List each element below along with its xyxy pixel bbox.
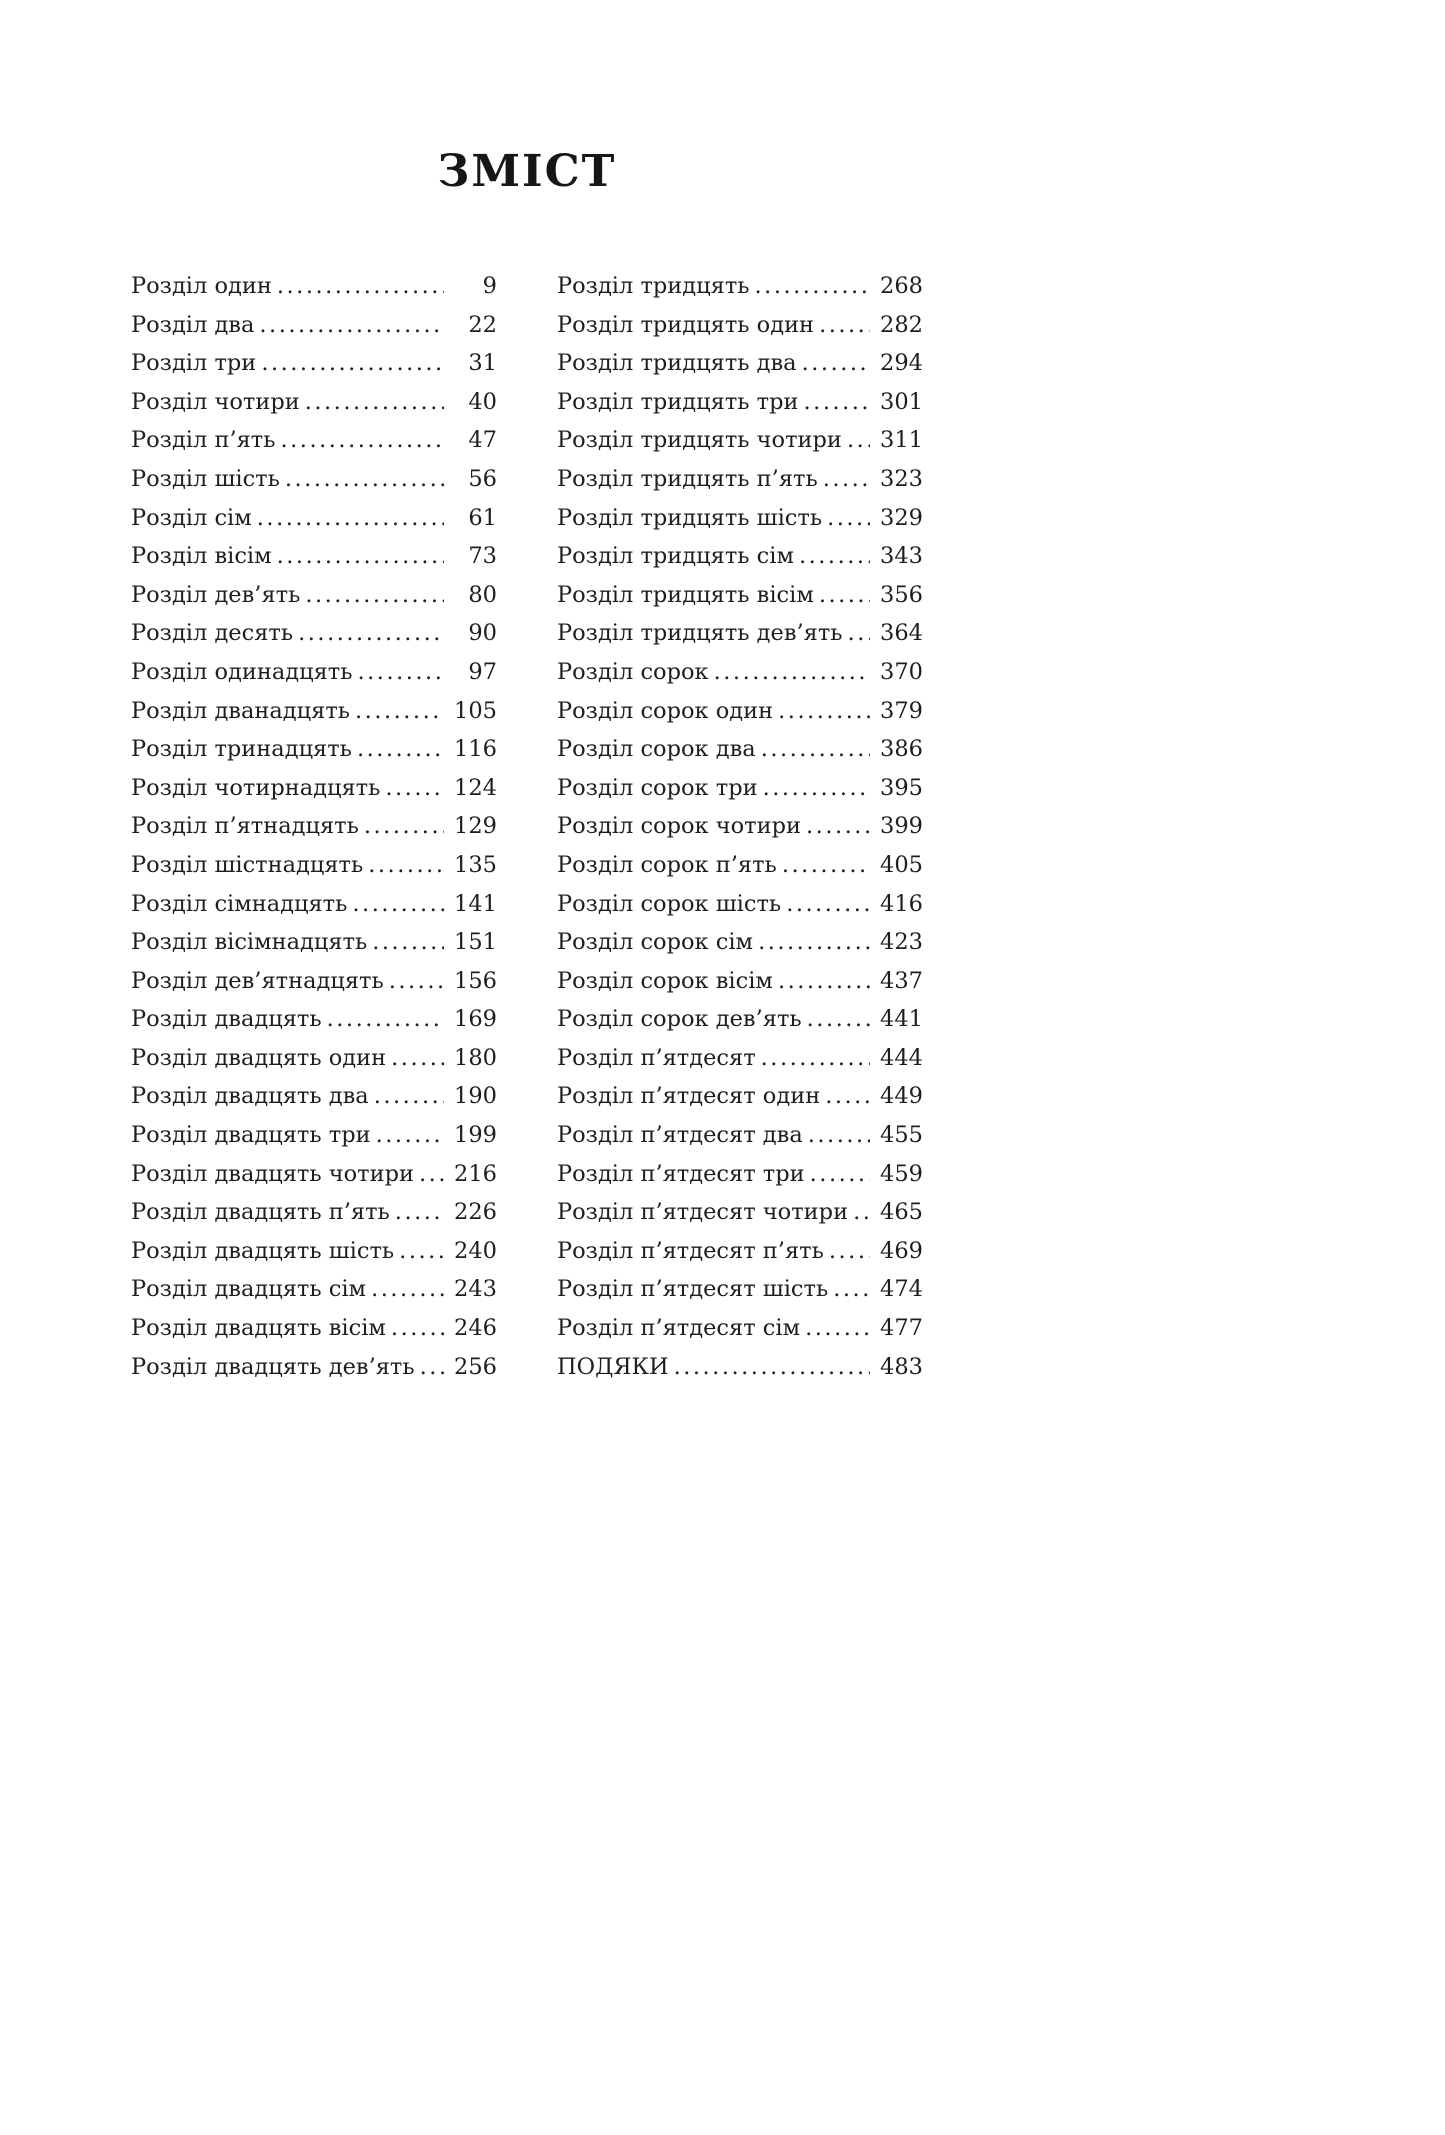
- toc-entry: [557, 962, 923, 1001]
- toc-entry: [131, 1270, 497, 1309]
- page-number: 40: [468, 388, 497, 415]
- dot-leader: [285, 460, 444, 499]
- dot-leader: [399, 1232, 444, 1271]
- toc-entry: [557, 383, 923, 422]
- page-number: 156: [454, 967, 497, 994]
- chapter-title: Розділ двадцять сім: [131, 1276, 367, 1303]
- toc-entry: [131, 885, 497, 924]
- dot-leader: [372, 923, 444, 962]
- dot-leader: [277, 267, 444, 306]
- chapter-title: Розділ дев’ятнадцять: [131, 967, 384, 994]
- toc-entry: [557, 1232, 923, 1271]
- toc-entry: [131, 1348, 497, 1387]
- toc-entry: [557, 1116, 923, 1155]
- page-number: 256: [454, 1353, 497, 1380]
- dot-leader: [376, 1116, 444, 1155]
- dot-leader: [281, 421, 445, 460]
- toc-column-left: [131, 267, 497, 1386]
- page-number: 80: [468, 581, 497, 608]
- page-number: 364: [880, 620, 923, 647]
- dot-leader: [674, 1348, 870, 1387]
- page-number: 379: [880, 697, 923, 724]
- toc-entry: [557, 923, 923, 962]
- toc-columns: [131, 267, 923, 1386]
- dot-leader: [714, 653, 870, 692]
- dot-leader: [391, 1039, 444, 1078]
- dot-leader: [825, 1077, 870, 1116]
- page-number: 116: [454, 736, 497, 763]
- toc-entry: [557, 1155, 923, 1194]
- dot-leader: [389, 962, 444, 1001]
- dot-leader: [298, 614, 444, 653]
- toc-entry: [131, 576, 497, 615]
- dot-leader: [786, 885, 870, 924]
- chapter-title: ПОДЯКИ: [557, 1353, 669, 1380]
- toc-column-right: [557, 267, 923, 1386]
- page-number: 180: [454, 1044, 497, 1071]
- page-number: 31: [468, 350, 497, 377]
- chapter-title: Розділ одинадцять: [131, 658, 353, 685]
- chapter-title: Розділ сім: [131, 504, 252, 531]
- chapter-title: Розділ десять: [131, 620, 294, 647]
- page-number: 329: [880, 504, 923, 531]
- dot-leader: [259, 306, 444, 345]
- page-number: 61: [468, 504, 497, 531]
- dot-leader: [755, 267, 870, 306]
- dot-leader: [357, 730, 444, 769]
- page-number: 405: [880, 851, 923, 878]
- chapter-title: Розділ шість: [131, 465, 280, 492]
- toc-entry: [557, 1348, 923, 1387]
- chapter-title: Розділ сорок сім: [557, 929, 754, 956]
- toc-entry: [557, 1077, 923, 1116]
- toc-entry: [131, 383, 497, 422]
- chapter-title: Розділ сорок шість: [557, 890, 782, 917]
- dot-leader: [761, 730, 870, 769]
- page-number: 444: [880, 1044, 923, 1071]
- page-number: 455: [880, 1122, 923, 1149]
- chapter-title: Розділ сорок два: [557, 736, 756, 763]
- chapter-title: Розділ тридцять сім: [557, 543, 794, 570]
- chapter-title: Розділ двадцять дев’ять: [131, 1353, 415, 1380]
- toc-entry: [557, 769, 923, 808]
- toc-entry: [131, 267, 497, 306]
- toc-entry: [557, 846, 923, 885]
- dot-leader: [371, 1270, 444, 1309]
- toc-entry: [131, 306, 497, 345]
- dot-leader: [823, 460, 870, 499]
- page-number: 301: [880, 388, 923, 415]
- page-number: 282: [880, 311, 923, 338]
- page-number: 441: [880, 1006, 923, 1033]
- dot-leader: [374, 1077, 444, 1116]
- dot-leader: [357, 653, 444, 692]
- page-number: 141: [454, 890, 497, 917]
- toc-entry: [131, 1193, 497, 1232]
- toc-entry: [557, 576, 923, 615]
- page-number: 90: [468, 620, 497, 647]
- dot-leader: [782, 846, 870, 885]
- chapter-title: Розділ дев’ять: [131, 581, 301, 608]
- page-number: 240: [454, 1237, 497, 1264]
- toc-entry: [131, 807, 497, 846]
- dot-leader: [848, 614, 870, 653]
- toc-entry: [131, 653, 497, 692]
- toc-entry: [557, 306, 923, 345]
- page-number: 56: [468, 465, 497, 492]
- page-number: 199: [454, 1122, 497, 1149]
- toc-entry: [131, 1155, 497, 1194]
- page-number: 323: [880, 465, 923, 492]
- chapter-title: Розділ п’ятдесят: [557, 1044, 756, 1071]
- toc-entry: [557, 1039, 923, 1078]
- page-number: 169: [454, 1006, 497, 1033]
- dot-leader: [799, 537, 870, 576]
- chapter-title: Розділ тридцять вісім: [557, 581, 814, 608]
- toc-entry: [557, 807, 923, 846]
- page-number: 105: [454, 697, 497, 724]
- page-number: 474: [880, 1276, 923, 1303]
- toc-entry: [131, 537, 497, 576]
- dot-leader: [802, 344, 870, 383]
- chapter-title: Розділ п’ять: [131, 427, 276, 454]
- toc-entry: [557, 421, 923, 460]
- chapter-title: Розділ шістнадцять: [131, 851, 364, 878]
- toc-entry: [131, 1232, 497, 1271]
- page-number: 226: [454, 1199, 497, 1226]
- toc-entry: [557, 730, 923, 769]
- dot-leader: [257, 499, 444, 538]
- chapter-title: Розділ п’ятдесят сім: [557, 1315, 801, 1342]
- chapter-title: Розділ тринадцять: [131, 736, 352, 763]
- dot-leader: [819, 306, 870, 345]
- dot-leader: [804, 383, 870, 422]
- chapter-title: Розділ сорок три: [557, 774, 758, 801]
- chapter-title: Розділ п’ятнадцять: [131, 813, 359, 840]
- toc-entry: [131, 1039, 497, 1078]
- chapter-title: Розділ тридцять дев’ять: [557, 620, 843, 647]
- toc-entry: [557, 344, 923, 383]
- dot-leader: [808, 1116, 870, 1155]
- chapter-title: Розділ один: [131, 273, 272, 299]
- chapter-title: Розділ сорок один: [557, 697, 774, 724]
- toc-entry: [557, 537, 923, 576]
- dot-leader: [763, 769, 870, 808]
- dot-leader: [761, 1039, 870, 1078]
- chapter-title: Розділ тридцять: [557, 273, 750, 299]
- page-number: 343: [880, 543, 923, 570]
- chapter-title: Розділ тридцять п’ять: [557, 465, 818, 492]
- chapter-title: Розділ двадцять вісім: [131, 1315, 386, 1342]
- page-number: 294: [880, 350, 923, 377]
- chapter-title: Розділ двадцять один: [131, 1044, 387, 1071]
- toc-entry: [557, 1270, 923, 1309]
- toc-entry: [131, 1000, 497, 1039]
- page-number: 395: [880, 774, 923, 801]
- dot-leader: [352, 885, 444, 924]
- chapter-title: Розділ сорок чотири: [557, 813, 802, 840]
- page-number: 386: [880, 736, 923, 763]
- dot-leader: [305, 383, 444, 422]
- toc-entry: [557, 692, 923, 731]
- chapter-title: Розділ двадцять три: [131, 1122, 371, 1149]
- page-number: 311: [880, 427, 923, 454]
- chapter-title: Розділ двадцять шість: [131, 1237, 395, 1264]
- page-number: 73: [468, 543, 497, 570]
- toc-entry: [131, 730, 497, 769]
- dot-leader: [364, 807, 444, 846]
- page-number: 246: [454, 1315, 497, 1342]
- chapter-title: Розділ чотири: [131, 388, 300, 415]
- dot-leader: [261, 344, 444, 383]
- dot-leader: [833, 1270, 870, 1309]
- page-title: ЗМІСТ: [437, 146, 617, 197]
- dot-leader: [420, 1348, 444, 1387]
- page-number: 465: [880, 1199, 923, 1226]
- dot-leader: [355, 692, 444, 731]
- toc-entry: [131, 962, 497, 1001]
- chapter-title: Розділ сорок п’ять: [557, 851, 777, 878]
- dot-leader: [778, 692, 870, 731]
- page-number: 356: [880, 581, 923, 608]
- page-number: 477: [880, 1315, 923, 1342]
- dot-leader: [368, 846, 444, 885]
- toc-entry: [557, 1000, 923, 1039]
- chapter-title: Розділ дванадцять: [131, 697, 351, 724]
- toc-entry: [131, 460, 497, 499]
- page-number: 268: [880, 273, 923, 299]
- toc-entry: [557, 267, 923, 306]
- page-number: 190: [454, 1083, 497, 1110]
- toc-entry: [131, 1309, 497, 1348]
- dot-leader: [305, 576, 444, 615]
- chapter-title: Розділ вісім: [131, 543, 272, 570]
- toc-entry: [557, 614, 923, 653]
- page-number: 47: [468, 427, 497, 454]
- toc-entry: [131, 499, 497, 538]
- dot-leader: [819, 576, 870, 615]
- chapter-title: Розділ тридцять чотири: [557, 427, 842, 454]
- toc-entry: [131, 1077, 497, 1116]
- page-number: 22: [468, 311, 497, 338]
- page-number: 423: [880, 929, 923, 956]
- toc-entry: [131, 344, 497, 383]
- page-number: 399: [880, 813, 923, 840]
- page-number: 151: [454, 929, 497, 956]
- page-number: 483: [880, 1353, 923, 1380]
- page-number: 469: [880, 1237, 923, 1264]
- page-number: 437: [880, 967, 923, 994]
- chapter-title: Розділ тридцять шість: [557, 504, 823, 531]
- toc-entry: [557, 653, 923, 692]
- toc-entry: [131, 421, 497, 460]
- toc-entry: [131, 846, 497, 885]
- chapter-title: Розділ двадцять чотири: [131, 1160, 415, 1187]
- dot-leader: [810, 1155, 870, 1194]
- dot-leader: [853, 1193, 870, 1232]
- dot-leader: [827, 499, 870, 538]
- chapter-title: Розділ сімнадцять: [131, 890, 348, 917]
- dot-leader: [758, 923, 870, 962]
- chapter-title: Розділ двадцять два: [131, 1083, 369, 1110]
- chapter-title: Розділ тридцять два: [557, 350, 797, 377]
- dot-leader: [807, 1000, 870, 1039]
- chapter-title: Розділ п’ятдесят шість: [557, 1276, 829, 1303]
- toc-entry: [131, 923, 497, 962]
- dot-leader: [805, 1309, 870, 1348]
- toc-entry: [131, 1116, 497, 1155]
- toc-entry: [131, 614, 497, 653]
- toc-entry: [131, 692, 497, 731]
- page-number: 459: [880, 1160, 923, 1187]
- chapter-title: Розділ два: [131, 311, 255, 338]
- dot-leader: [847, 421, 870, 460]
- chapter-title: Розділ п’ятдесят чотири: [557, 1199, 849, 1226]
- dot-leader: [277, 537, 444, 576]
- dot-leader: [806, 807, 870, 846]
- chapter-title: Розділ вісімнадцять: [131, 929, 368, 956]
- chapter-title: Розділ три: [131, 350, 257, 377]
- toc-content: [131, 0, 923, 1386]
- dot-leader: [385, 769, 444, 808]
- page-number: 216: [454, 1160, 497, 1187]
- page-number: 9: [482, 273, 497, 299]
- toc-entry: [557, 1309, 923, 1348]
- dot-leader: [391, 1309, 444, 1348]
- chapter-title: Розділ п’ятдесят два: [557, 1122, 803, 1149]
- chapter-title: Розділ сорок: [557, 658, 709, 685]
- chapter-title: Розділ тридцять один: [557, 311, 815, 338]
- chapter-title: Розділ тридцять три: [557, 388, 799, 415]
- dot-leader: [395, 1193, 444, 1232]
- page-number: 97: [468, 658, 497, 685]
- page-number: 449: [880, 1083, 923, 1110]
- chapter-title: Розділ сорок дев’ять: [557, 1006, 802, 1033]
- toc-entry: [557, 1193, 923, 1232]
- page-number: 129: [454, 813, 497, 840]
- page-number: 124: [454, 774, 497, 801]
- toc-entry: [557, 885, 923, 924]
- dot-leader: [419, 1155, 444, 1194]
- chapter-title: Розділ двадцять п’ять: [131, 1199, 390, 1226]
- page-number: 370: [880, 658, 923, 685]
- toc-entry: [131, 769, 497, 808]
- toc-entry: [557, 499, 923, 538]
- chapter-title: Розділ п’ятдесят п’ять: [557, 1237, 824, 1264]
- page-number: 416: [880, 890, 923, 917]
- dot-leader: [829, 1232, 870, 1271]
- chapter-title: Розділ п’ятдесят один: [557, 1083, 821, 1110]
- chapter-title: Розділ двадцять: [131, 1006, 322, 1033]
- chapter-title: Розділ п’ятдесят три: [557, 1160, 805, 1187]
- chapter-title: Розділ чотирнадцять: [131, 774, 381, 801]
- dot-leader: [327, 1000, 444, 1039]
- toc-entry: [557, 460, 923, 499]
- dot-leader: [778, 962, 870, 1001]
- page-number: 135: [454, 851, 497, 878]
- page-number: 243: [454, 1276, 497, 1303]
- chapter-title: Розділ сорок вісім: [557, 967, 773, 994]
